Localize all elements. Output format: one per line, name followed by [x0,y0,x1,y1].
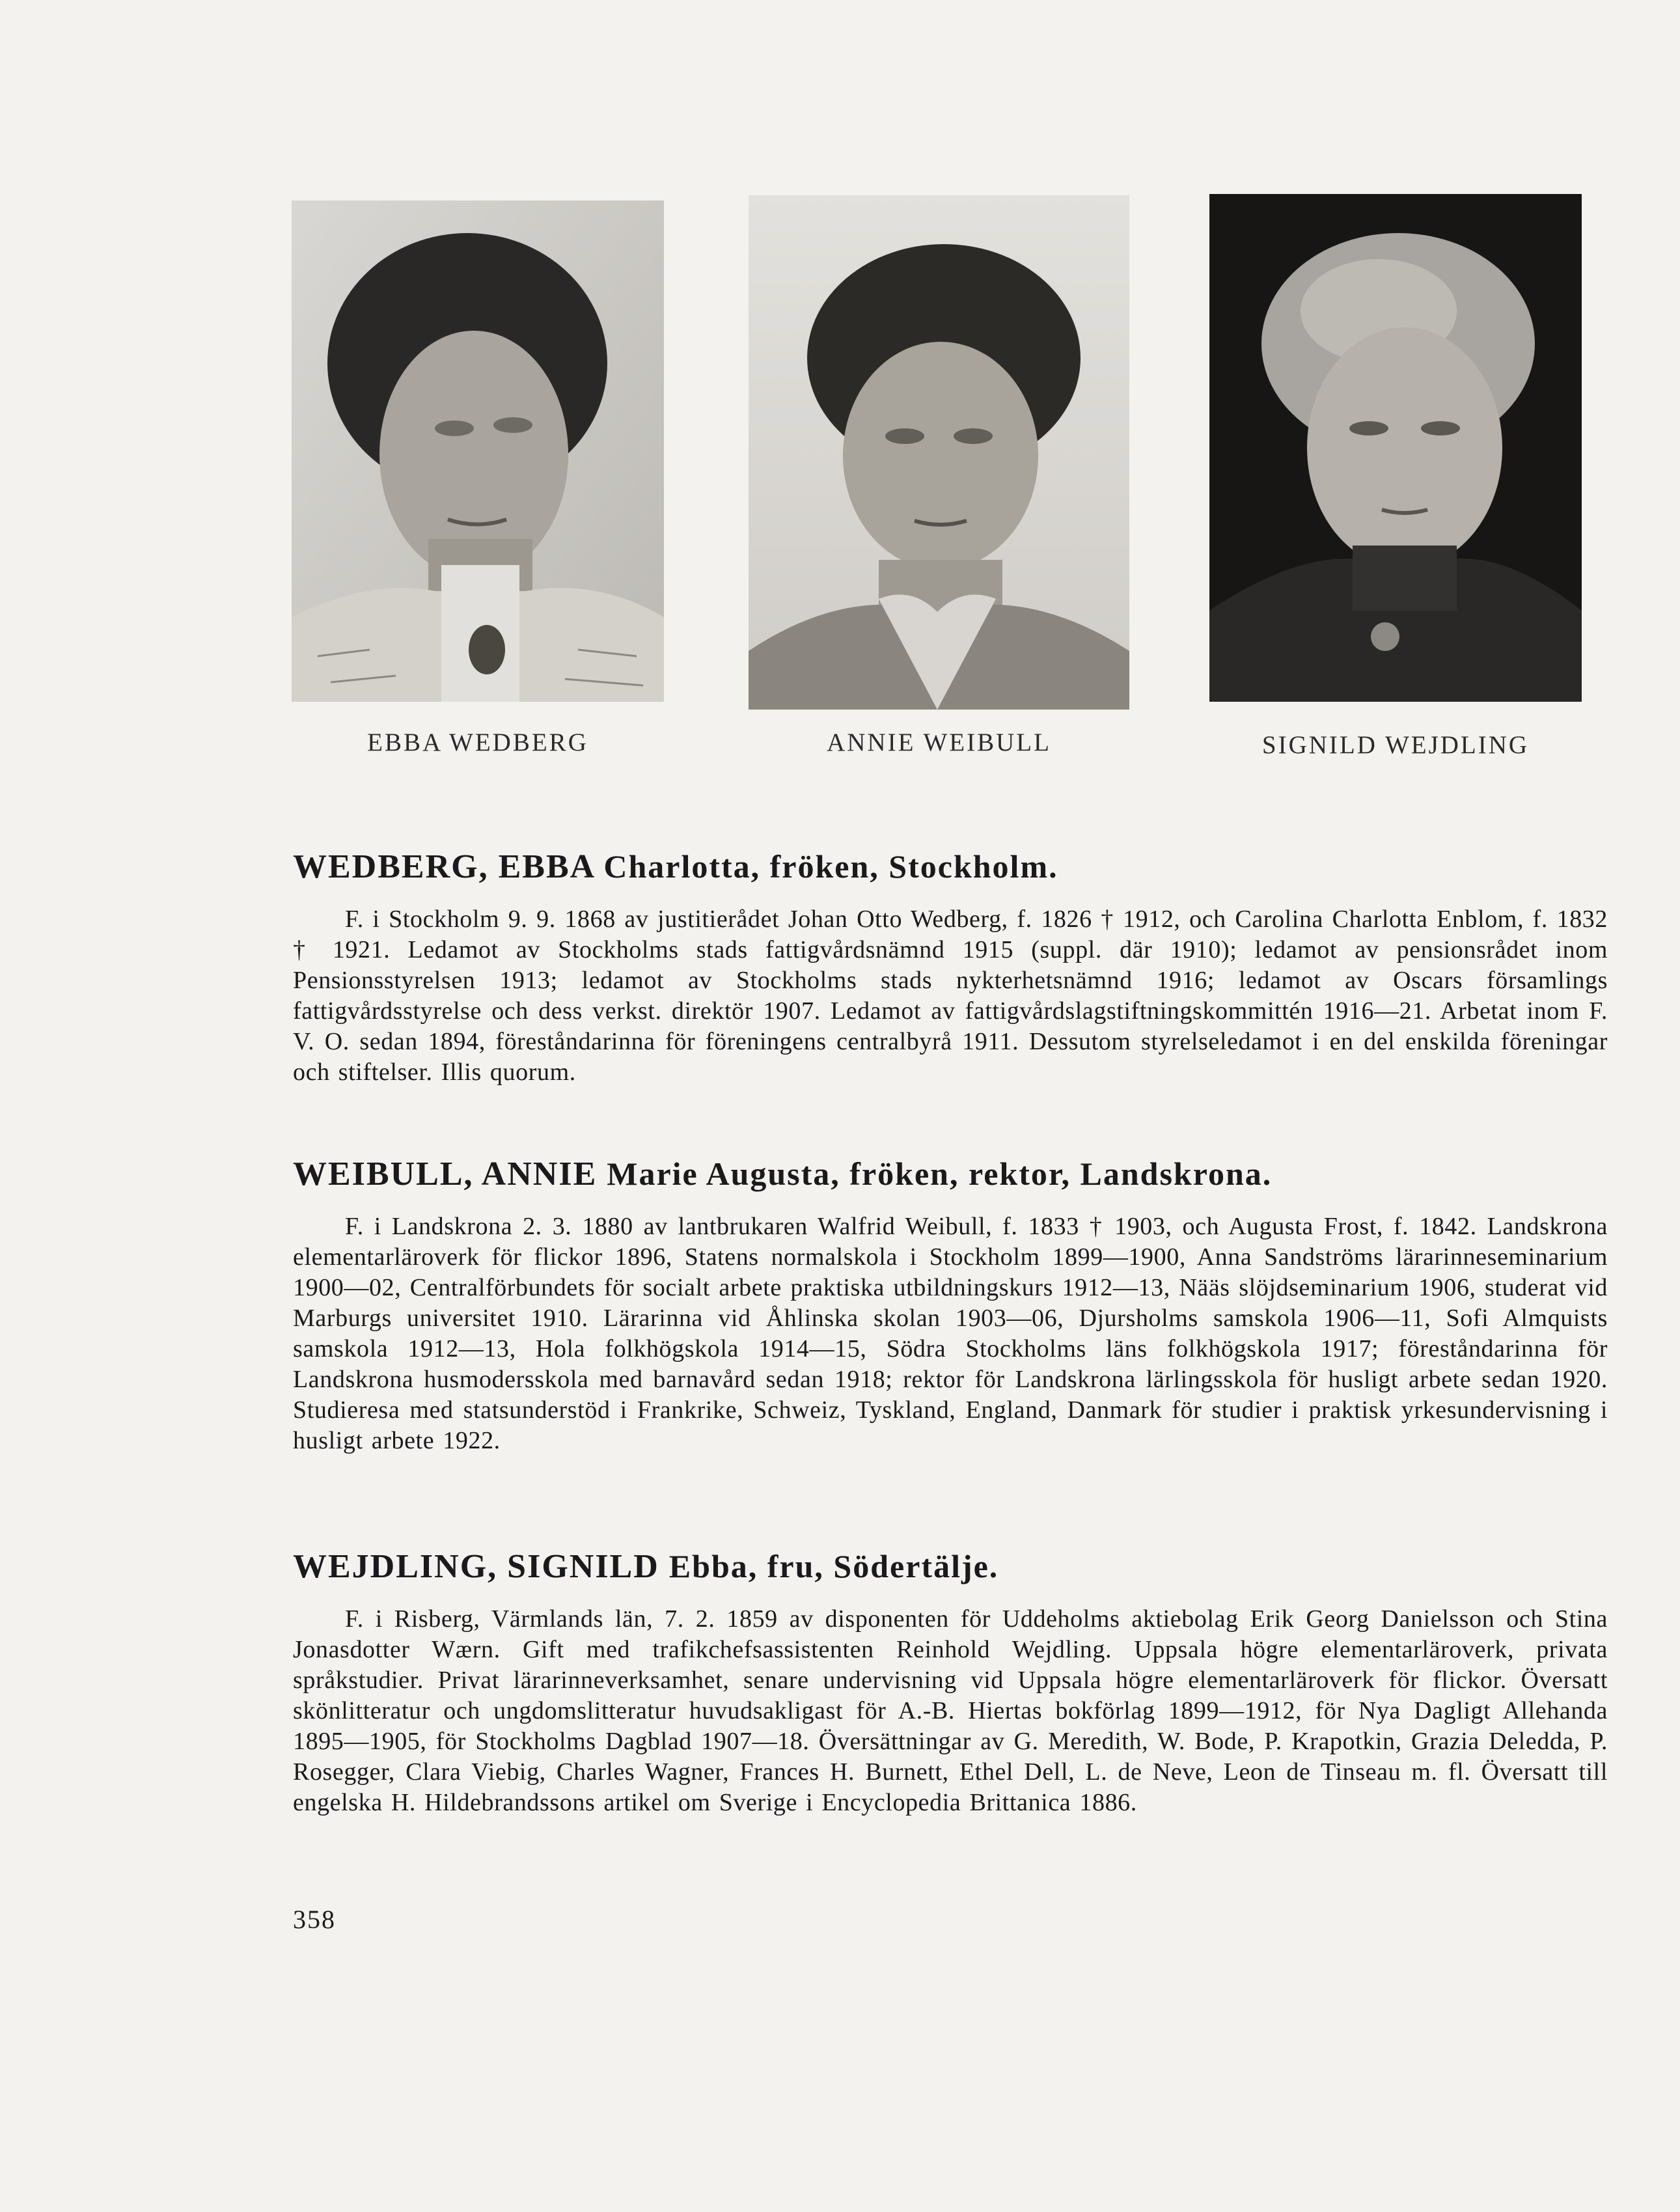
portrait-annie-weibull [749,195,1129,710]
portrait-signild-wejdling [1209,194,1582,702]
entry-details: Ebba, fru, Södertälje. [668,1548,999,1584]
entry-heading [293,1154,1608,1195]
entry-firstname: EBBA [498,848,594,885]
entry-body: F. i Stockholm 9. 9. 1868 av justitierådet Johan Otto Wedberg, f. 1826 † 1912, och Carolina Charlotta Enblom, f. 1832 † 1921. Ledamot av Stockholms stads fattigvårdsnämnd 1915 (suppl. där 1910); ledamot av pensionsrådet inom Pensionsstyrelsen 1913; ledamot av Stockholms stads nykterhetsnämnd 1916; ledamot av Oscars församlings fattigvårdsstyrelse och dess verkst. direktör 1907. Ledamot av fattigvårdslagstiftningskommittén 1916—21. Arbetat inom F. V. O. sedan 1894, föreståndarinna för föreningens centralbyrå 1911. Dessutom styrelseledamot i en del enskilda föreningar och stiftelser. Illis quorum. [293,906,1608,1086]
portrait-caption: ANNIE WEIBULL [827,728,1051,756]
entry-heading [293,846,1608,887]
entry-surname: WEDBERG, [293,848,489,885]
entry-heading [293,1546,1608,1587]
biography-entry [293,1154,1608,1456]
entry-surname: WEIBULL, [293,1155,474,1193]
entry-body: F. i Landskrona 2. 3. 1880 av lantbrukaren Walfrid Weibull, f. 1833 † 1903, och Augusta Frost, f. 1842. Landskrona elementarläroverk för flickor 1896, Statens normalskola i Stockholm 1899—1900, Anna Sandströms lärarinneseminarium 1900—02, Centralförbundets för socialt arbete praktiska utbildningskurs 1912—13, Nääs slöjdseminarium 1906, studerat vid Marburgs universitet 1910. Lärarinna vid Åhlinska skolan 1903—06, Djursholms samskola 1906—11, Sofi Almquists samskola 1912—13, Hola folkhögskola 1914—15, Södra Stockholms läns folkhögskola 1917; föreståndarinna för Landskrona husmodersskola med barnavård sedan 1918; rektor för Landskrona lärlingsskola för husligt arbete sedan 1920. Studieresa med statsunderstöd i Frankrike, Schweiz, Tyskland, England, Danmark för studier i praktisk yrkesundervisning i husligt arbete 1922. [293,1213,1608,1454]
entry-details: Charlotta, fröken, Stockholm. [603,848,1058,885]
entry-details: Marie Augusta, fröken, rektor, Landskrona. [607,1155,1273,1192]
portrait-ebba-wedberg [292,200,664,702]
biography-entry [293,1546,1608,1818]
entry-firstname: SIGNILD [507,1548,659,1585]
biography-entry [293,846,1608,1088]
entry-body: F. i Risberg, Värmlands län, 7. 2. 1859 av disponenten för Uddeholms aktiebolag Erik Georg Danielsson och Stina Jonasdotter Wærn. Gift med trafikchefsassistenten Reinhold Wejdling. Uppsala högre elementarläroverk, privata språkstudier. Privat lärarinneverksamhet, senare undervisning vid Uppsala högre elementarläroverk för flickor. Översatt skönlitteratur och ungdomslitteratur huvudsakligast för A.-B. Hiertas bokförlag 1899—1912, för Nya Dagligt Allehanda 1895—1905, för Stockholms Dagblad 1907—18. Översättningar av G. Meredith, W. Bode, P. Krapotkin, Grazia Deledda, P. Rosegger, Clara Viebig, Charles Wagner, Frances H. Burnett, Ethel Dell, L. de Neve, Leon de Tinseau m. fl. Översatt till engelska H. Hildebrandssons artikel om Sverige i Encyclopedia Brittanica 1886. [293,1605,1608,1816]
portrait-caption: EBBA WEDBERG [367,728,588,756]
entry-surname: WEJDLING, [293,1548,498,1585]
portrait-caption: SIGNILD WEJDLING [1261,731,1530,759]
entry-firstname: ANNIE [481,1155,598,1193]
page-number: 358 [293,1905,336,1934]
